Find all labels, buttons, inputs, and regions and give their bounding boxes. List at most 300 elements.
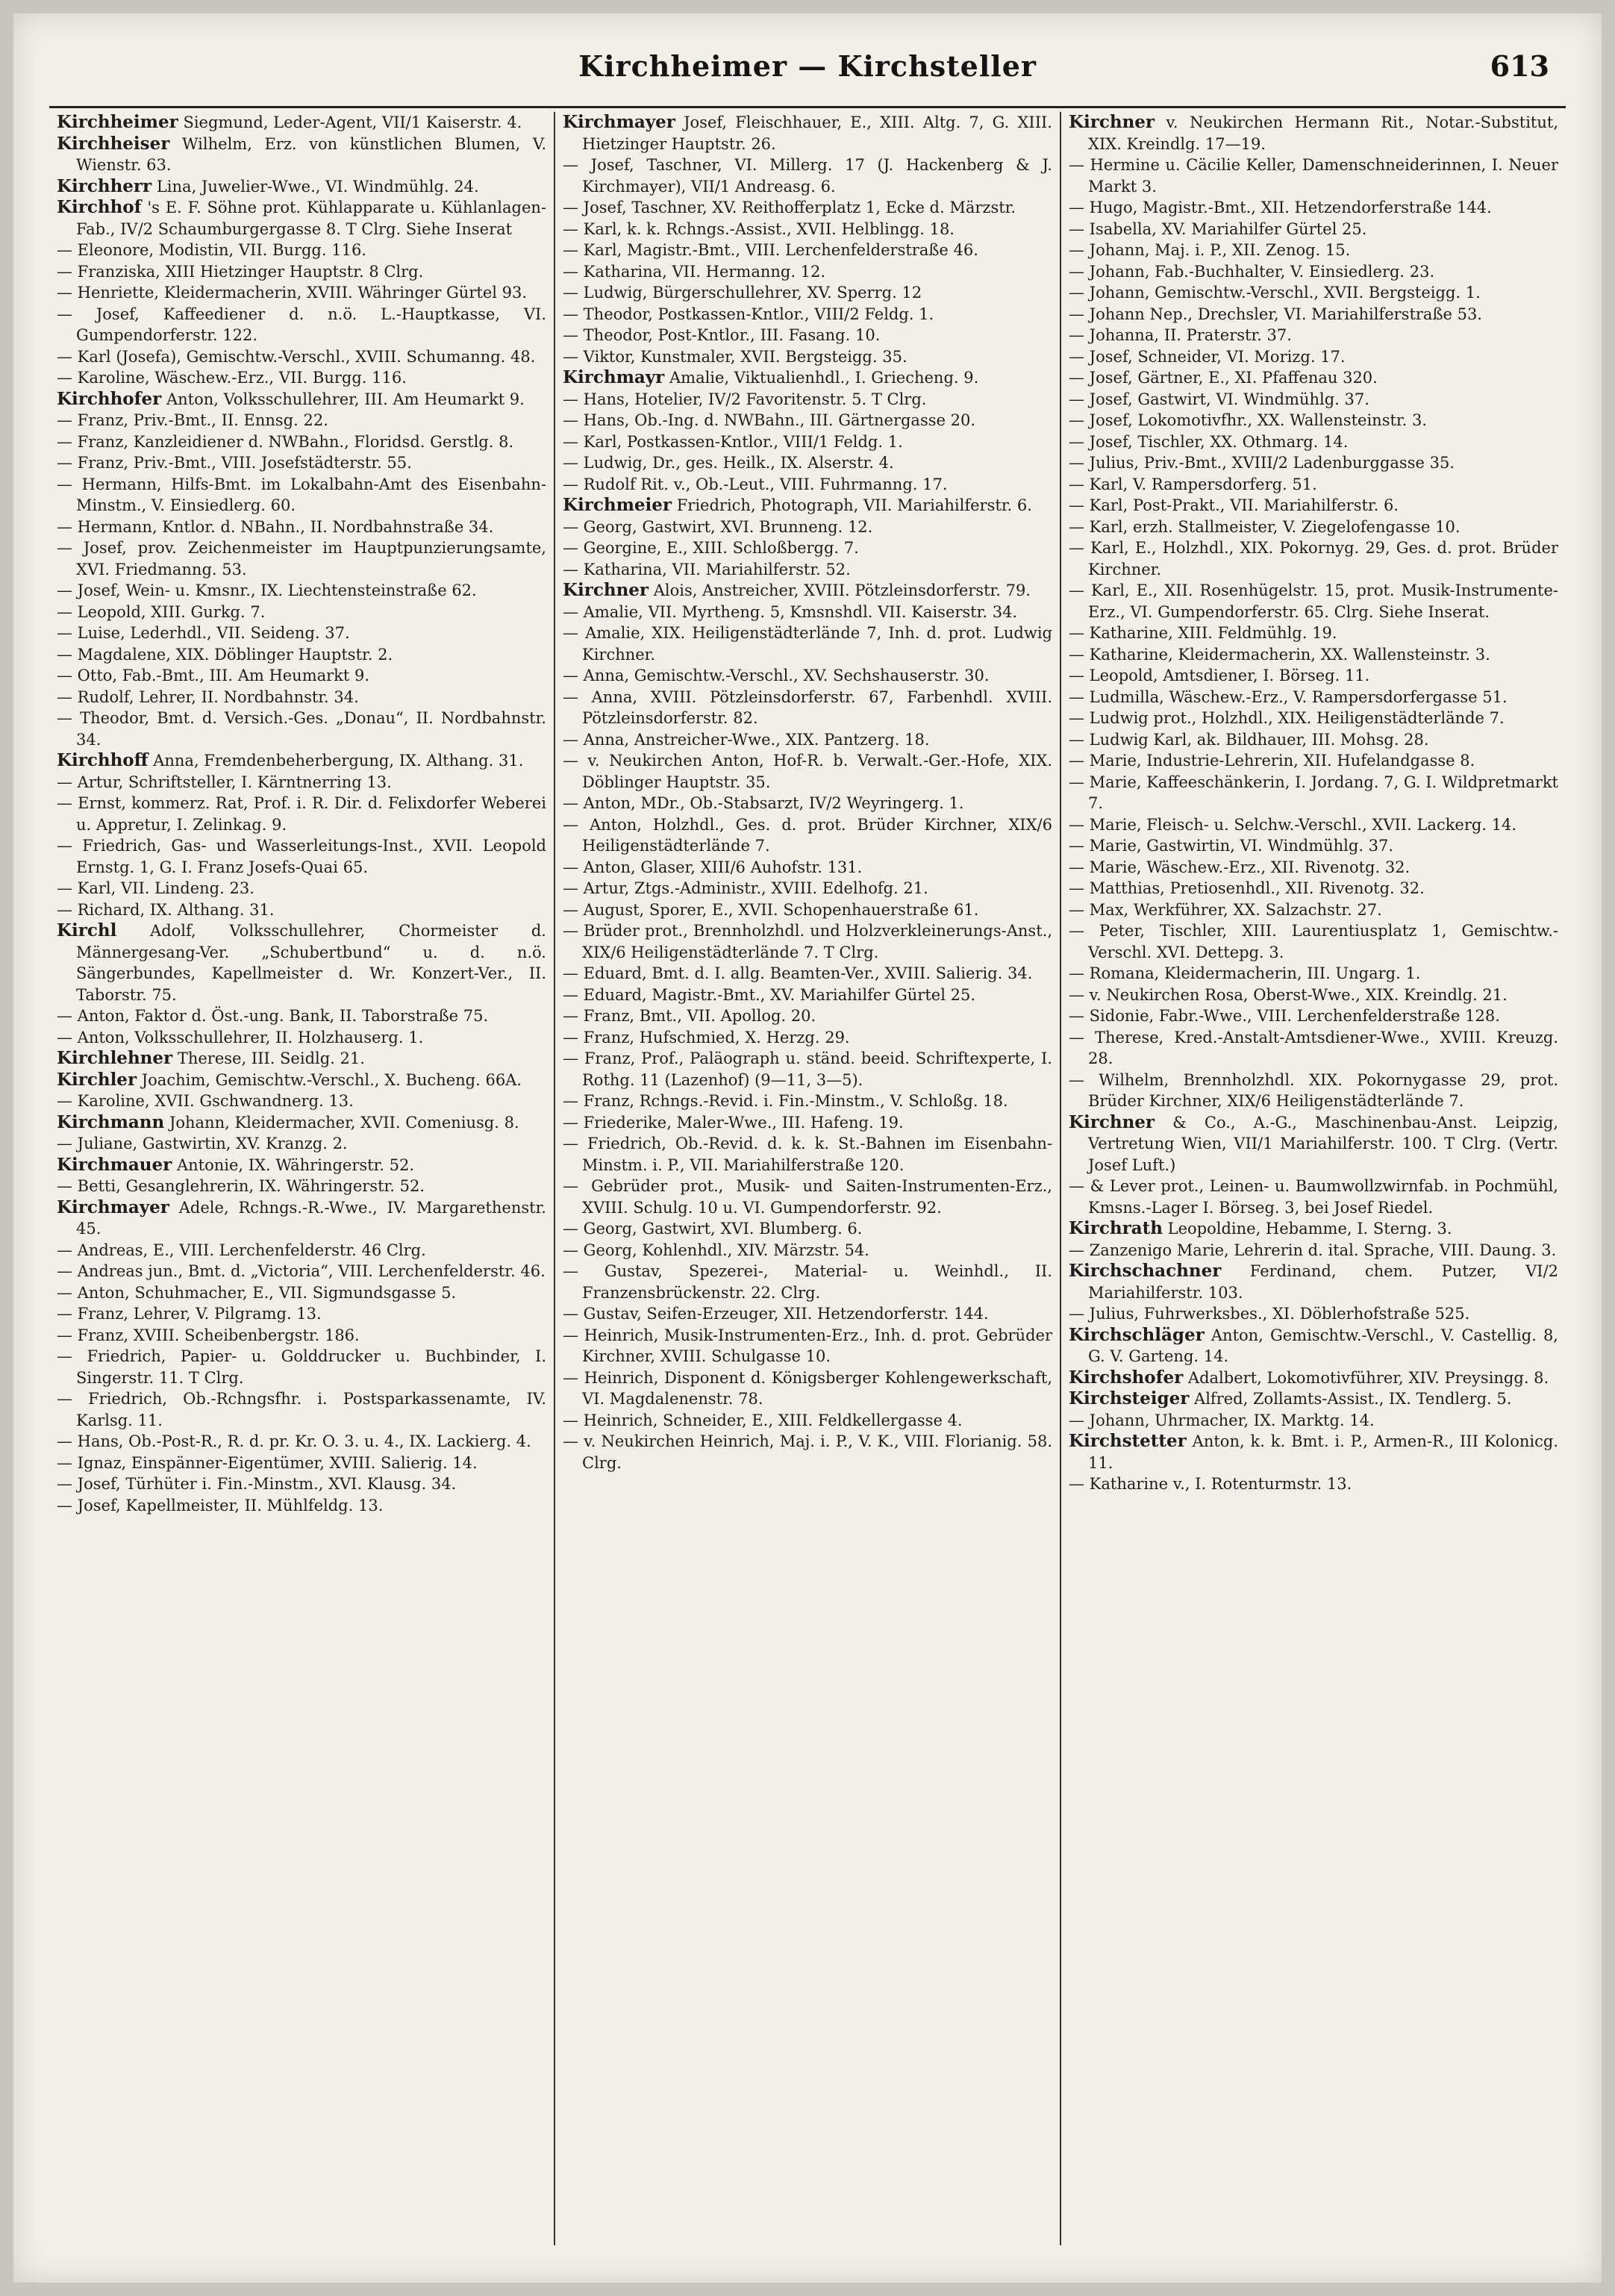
directory-entry xyxy=(1069,410,1558,431)
entry-details: — Therese, Kred.-Anstalt-Amtsdiener-Wwe., XVIII. Kreuzg. 28. xyxy=(1069,1028,1558,1067)
directory-entry xyxy=(563,431,1052,453)
directory-entry xyxy=(1069,112,1558,155)
directory-entry xyxy=(563,367,1052,389)
directory-entry xyxy=(1069,1325,1558,1367)
entry-details: & Co., A.-G., Maschinenbau-Anst. Leipzig, Vertretung Wien, VII/1 Mariahilferstr. 100. T Clrg. (Vertr. Josef Luft.) xyxy=(1088,1113,1558,1174)
entry-details: — Karoline, XVII. Gschwandnerg. 13. xyxy=(57,1092,354,1110)
directory-entry xyxy=(1069,985,1558,1006)
entry-details: — Hans, Ob.-Post-R., R. d. pr. Kr. O. 3. u. 4., IX. Lackierg. 4. xyxy=(57,1432,531,1450)
entry-details: — Ludmilla, Wäschew.-Erz., V. Rampersdorfergasse 51. xyxy=(1069,687,1508,706)
entry-surname: Kirchstetter xyxy=(1069,1431,1187,1451)
directory-entry xyxy=(57,1133,546,1155)
entry-details: — Georgine, E., XIII. Schloßbergg. 7. xyxy=(563,539,859,557)
directory-entry xyxy=(1069,367,1558,389)
directory-entry xyxy=(563,517,1052,538)
directory-entry xyxy=(563,1112,1052,1134)
directory-entry xyxy=(57,240,546,261)
directory-entry xyxy=(1069,580,1558,623)
directory-entry xyxy=(1069,219,1558,240)
directory-entry xyxy=(1069,899,1558,921)
directory-entry xyxy=(1069,1005,1558,1027)
directory-entry xyxy=(1069,1070,1558,1112)
directory-entry xyxy=(57,1388,546,1431)
entry-details: — Andreas jun., Bmt. d. „Victoria“, VIII. Lerchenfelderstr. 46. xyxy=(57,1262,546,1280)
entry-surname: Kirchsteiger xyxy=(1069,1388,1190,1409)
entry-details: — Franz, XVIII. Scheibenbergstr. 186. xyxy=(57,1326,360,1344)
entry-details: — Karl (Josefa), Gemischtw.-Verschl., XVIII. Schumanng. 48. xyxy=(57,347,536,366)
entry-surname: Kirchrath xyxy=(1069,1218,1163,1238)
entry-details: — Johann Nep., Drechsler, VI. Mariahilferstraße 53. xyxy=(1069,305,1482,323)
entry-details: — Ignaz, Einspänner-Eigentümer, XVIII. Salierig. 14. xyxy=(57,1453,478,1472)
directory-entry xyxy=(57,410,546,431)
entry-details: — Matthias, Pretiosenhdl., XII. Rivenotg. 32. xyxy=(1069,879,1425,897)
directory-entry xyxy=(563,1027,1052,1049)
directory-entry xyxy=(1069,1388,1558,1410)
directory-entry xyxy=(57,1112,546,1134)
directory-entry xyxy=(563,623,1052,665)
entry-surname: Kirchheimer xyxy=(57,112,178,132)
directory-entry xyxy=(57,772,546,793)
directory-entry xyxy=(1069,495,1558,517)
entry-details: — Theodor, Bmt. d. Versich.-Ges. „Donau“, II. Nordbahnstr. 34. xyxy=(57,709,546,749)
entry-details: — Henriette, Kleidermacherin, XVIII. Währinger Gürtel 93. xyxy=(57,284,528,302)
directory-entry xyxy=(563,537,1052,559)
directory-entry xyxy=(1069,261,1558,283)
entry-details: — Josef, Türhüter i. Fin.-Minstm., XVI. Klausg. 34. xyxy=(57,1475,457,1493)
header-rule xyxy=(49,106,1566,108)
entry-details: — Karl, Magistr.-Bmt., VIII. Lerchenfelderstraße 46. xyxy=(563,241,978,259)
directory-entry xyxy=(57,1261,546,1282)
directory-entry xyxy=(57,644,546,666)
entry-details: — Josef, Kaffeediener d. n.ö. L.-Hauptkasse, VI. Gumpendorferstr. 122. xyxy=(57,305,546,344)
entry-details: — Ernst, kommerz. Rat, Prof. i. R. Dir. d. Felixdorfer Weberei u. Appretur, I. Zelinkag. 9. xyxy=(57,794,546,834)
entry-details: 's E. F. Söhne prot. Kühlapparate u. Kühlanlagen-Fab., IV/2 Schaumburgergasse 8. T Clrg. Siehe Inserat xyxy=(76,199,546,238)
entry-details: — Rudolf Rit. v., Ob.-Leut., VIII. Fuhrmanng. 17. xyxy=(563,475,948,493)
entry-details: — Franz, Priv.-Bmt., VIII. Josefstädterstr. 55. xyxy=(57,454,412,472)
entry-details: — Katharine, XIII. Feldmühlg. 19. xyxy=(1069,624,1337,642)
entry-details: — Katharina, VII. Mariahilferstr. 52. xyxy=(563,560,851,578)
entry-details: Alfred, Zollamts-Assist., IX. Tendlerg. 5. xyxy=(1194,1390,1512,1408)
entry-details: Friedrich, Photograph, VII. Mariahilferstr. 6. xyxy=(676,496,1032,514)
directory-entry xyxy=(563,857,1052,879)
entry-details: — Brüder prot., Brennholzhdl. und Holzverkleinerungs-Anst., XIX/6 Heiligenstädterlände 7. T Clrg. xyxy=(563,922,1052,961)
directory-entry xyxy=(563,1261,1052,1303)
entry-details: — Artur, Schriftsteller, I. Kärntnerring 13. xyxy=(57,773,392,791)
entry-surname: Kirchlehner xyxy=(57,1048,173,1068)
directory-entry xyxy=(57,1070,546,1091)
entry-details: — Franz, Prof., Paläograph u. ständ. beeid. Schriftexperte, I. Rothg. 11 (Lazenhof) (9—11, 3—5). xyxy=(563,1049,1052,1089)
directory-entry xyxy=(57,1155,546,1176)
directory-entry xyxy=(1069,920,1558,963)
directory-entry xyxy=(1069,814,1558,836)
entry-details: — Anna, XVIII. Pötzleinsdorferstr. 67, Farbenhdl. XVIII. Pötzleinsdorferstr. 82. xyxy=(563,687,1052,727)
directory-entry xyxy=(1069,240,1558,261)
directory-entry xyxy=(57,1282,546,1304)
directory-entry xyxy=(57,112,546,134)
entry-details: Leopoldine, Hebamme, I. Sterng. 3. xyxy=(1167,1220,1452,1238)
directory-entry xyxy=(563,389,1052,411)
directory-entry xyxy=(563,1303,1052,1325)
directory-entry xyxy=(1069,1261,1558,1303)
directory-entry xyxy=(57,474,546,517)
entry-details: — Karl, k. k. Rchngs.-Assist., XVII. Helblingg. 18. xyxy=(563,219,955,238)
entry-details: — Leopold, XIII. Gurkg. 7. xyxy=(57,602,266,621)
entry-details: — Julius, Fuhrwerksbes., XI. Döblerhofstraße 525. xyxy=(1069,1305,1470,1323)
directory-entry xyxy=(563,1410,1052,1432)
page-number: 613 xyxy=(1490,49,1549,83)
entry-details: — Josef, Taschner, VI. Millerg. 17 (J. Hackenberg & J. Kirchmayer), VII/1 Andreasg. 6. xyxy=(563,156,1052,196)
entry-details: — Karl, Post-Prakt., VII. Mariahilferstr. 6. xyxy=(1069,496,1399,514)
directory-entry xyxy=(563,304,1052,325)
entry-details: — Friederike, Maler-Wwe., III. Hafeng. 19. xyxy=(563,1113,904,1132)
directory-entry xyxy=(563,197,1052,219)
entry-details: — Johanna, II. Praterstr. 37. xyxy=(1069,326,1292,344)
entry-details: — v. Neukirchen Heinrich, Maj. i. P., V. K., VIII. Florianig. 58. Clrg. xyxy=(563,1432,1052,1472)
entry-details: — Josef, Tischler, XX. Othmarg. 14. xyxy=(1069,432,1349,451)
directory-entry xyxy=(563,1091,1052,1112)
entry-details: — Viktor, Kunstmaler, XVII. Bergsteigg. 35. xyxy=(563,347,908,366)
entry-details: Josef, Fleischhauer, E., XIII. Altg. 7, G. XIII. Hietzinger Hauptstr. 26. xyxy=(582,113,1052,153)
entry-details: — Anton, Volksschullehrer, II. Holzhauserg. 1. xyxy=(57,1028,424,1046)
directory-entry xyxy=(563,793,1052,814)
directory-entry xyxy=(57,1048,546,1070)
entry-surname: Kirchmeier xyxy=(563,495,672,515)
directory-entry xyxy=(57,1091,546,1112)
entry-surname: Kirchhofer xyxy=(57,388,162,409)
entry-details: — Anton, Holzhdl., Ges. d. prot. Brüder Kirchner, XIX/6 Heiligenstädterlände 7. xyxy=(563,815,1052,855)
entry-details: Anton, Volksschullehrer, III. Am Heumarkt 9. xyxy=(166,390,525,408)
directory-entry xyxy=(1069,1176,1558,1218)
directory-entry xyxy=(1069,857,1558,879)
directory-entry xyxy=(57,389,546,411)
entry-details: — Karl, V. Rampersdorferg. 51. xyxy=(1069,475,1317,493)
directory-entry xyxy=(57,517,546,538)
directory-entry xyxy=(1069,1410,1558,1432)
entry-details: — Wilhelm, Brennholzhdl. XIX. Pokornygasse 29, prot. Brüder Kirchner, XIX/6 Heiligenstädterlände 7. xyxy=(1069,1070,1558,1110)
directory-entry xyxy=(57,878,546,899)
entry-details: — Otto, Fab.-Bmt., III. Am Heumarkt 9. xyxy=(57,667,370,684)
column-right xyxy=(1060,112,1566,2245)
directory-entry xyxy=(57,134,546,176)
entry-details: — Franz, Lehrer, V. Pilgramg. 13. xyxy=(57,1305,322,1323)
entry-details: — Luise, Lederhdl., VII. Seideng. 37. xyxy=(57,624,350,642)
directory-entry xyxy=(563,325,1052,346)
entry-details: — Juliane, Gastwirtin, XV. Kranzg. 2. xyxy=(57,1135,348,1152)
directory-entry xyxy=(563,282,1052,304)
directory-entry xyxy=(57,1303,546,1325)
directory-entry xyxy=(1069,474,1558,496)
entry-details: — Hermann, Kntlor. d. NBahn., II. Nordbahnstraße 34. xyxy=(57,517,494,536)
entry-details: — Eduard, Bmt. d. I. allg. Beamten-Ver., XVIII. Salierig. 34. xyxy=(563,964,1033,982)
directory-entry xyxy=(563,985,1052,1006)
directory-entry xyxy=(57,367,546,389)
entry-details: — Hermann, Hilfs-Bmt. im Lokalbahn-Amt des Eisenbahn-Minstm., V. Einsiedlerg. 60. xyxy=(57,475,546,514)
directory-entry xyxy=(1069,729,1558,751)
directory-entry xyxy=(563,495,1052,517)
entry-details: — Georg, Gastwirt, XVI. Blumberg. 6. xyxy=(563,1220,863,1238)
directory-entry xyxy=(563,1240,1052,1261)
directory-entry xyxy=(1069,750,1558,772)
entry-details: — Ludwig prot., Holzhdl., XIX. Heiligenstädterlände 7. xyxy=(1069,709,1505,727)
column-middle xyxy=(554,112,1060,2245)
entry-details: — Marie, Kaffeeschänkerin, I. Jordang. 7, G. I. Wildpretmarkt 7. xyxy=(1069,773,1558,812)
directory-entry xyxy=(1069,687,1558,708)
directory-entry xyxy=(563,750,1052,793)
directory-entry xyxy=(1069,517,1558,538)
directory-entry xyxy=(563,899,1052,921)
entry-details: — Josef, Taschner, XV. Reithofferplatz 1, Ecke d. Märzstr. xyxy=(563,199,1016,216)
directory-entry xyxy=(1069,389,1558,411)
page-header xyxy=(13,49,1602,94)
entry-surname: Kirchl xyxy=(57,920,117,940)
entry-details: — Johann, Gemischtw.-Verschl., XVII. Bergsteigg. 1. xyxy=(1069,284,1481,302)
entry-details: — Hermine u. Cäcilie Keller, Damenschneiderinnen, I. Neuer Markt 3. xyxy=(1069,156,1558,196)
directory-entry xyxy=(57,304,546,346)
entry-details: — Anton, Glaser, XIII/6 Auhofstr. 131. xyxy=(563,858,863,876)
entry-details: — Karoline, Wäschew.-Erz., VII. Burgg. 116. xyxy=(57,369,407,387)
directory-entry xyxy=(1069,537,1558,580)
directory-entry xyxy=(57,261,546,283)
directory-entry xyxy=(1069,304,1558,325)
entry-details: — Magdalene, XIX. Döblinger Hauptstr. 2. xyxy=(57,645,393,664)
entry-details: Anton, Gemischtw.-Verschl., V. Castellig. 8, G. V. Garteng. 14. xyxy=(1088,1326,1558,1365)
entry-details: — Marie, Fleisch- u. Selchw.-Verschl., XVII. Lackerg. 14. xyxy=(1069,815,1517,834)
entry-details: Anton, k. k. Bmt. i. P., Armen-R., III Koloniсg. 11. xyxy=(1088,1432,1558,1472)
directory-entry xyxy=(57,452,546,474)
entry-details: — Amalie, VII. Myrtheng. 5, Kmsnshdl. VII. Kaiserstr. 34. xyxy=(563,602,1018,621)
entry-details: — v. Neukirchen Anton, Hof-R. b. Verwalt.-Ger.-Hofe, XIX. Döblinger Hauptstr. 35. xyxy=(563,752,1052,791)
directory-entry xyxy=(563,729,1052,751)
directory-entry xyxy=(1069,708,1558,729)
directory-entry xyxy=(563,1048,1052,1091)
entry-surname: Kirchschläger xyxy=(1069,1324,1205,1345)
entry-details: — Heinrich, Schneider, E., XIII. Feldkellergasse 4. xyxy=(563,1411,963,1429)
entry-details: — Amalie, XIX. Heiligenstädterlände 7, Inh. d. prot. Ludwig Kirchner. xyxy=(563,624,1052,664)
entry-details: — Katharine, Kleidermacherin, XX. Wallensteinstr. 3. xyxy=(1069,645,1490,664)
entry-details: — Franziska, XIII Hietzinger Hauptstr. 8 Clrg. xyxy=(57,262,424,281)
entry-details: — Ludwig, Dr., ges. Heilk., IX. Alserstr. 4. xyxy=(563,454,894,472)
entry-details: — Anton, Faktor d. Öst.-ung. Bank, II. Taborstraße 75. xyxy=(57,1007,489,1025)
directory-entry xyxy=(57,1240,546,1261)
directory-entry xyxy=(1069,431,1558,453)
directory-columns xyxy=(49,112,1566,2245)
entry-details: — Franz, Kanzleidiener d. NWBahn., Floridsd. Gerstlg. 8. xyxy=(57,432,514,451)
directory-entry xyxy=(1069,1112,1558,1176)
entry-details: — Gustav, Spezerei-, Material- u. Weinhdl., II. Franzensbrückenstr. 22. Clrg. xyxy=(563,1262,1052,1302)
entry-details: Therese, III. Seidlg. 21. xyxy=(177,1049,365,1067)
directory-entry xyxy=(57,793,546,835)
entry-details: — Gustav, Seifen-Erzeuger, XII. Hetzendorferstr. 144. xyxy=(563,1305,989,1323)
entry-details: — Hugo, Magistr.-Bmt., XII. Hetzendorferstraße 144. xyxy=(1069,199,1492,216)
directory-entry xyxy=(563,240,1052,261)
directory-entry xyxy=(1069,1367,1558,1389)
entry-details: — Andreas, E., VIII. Lerchenfelderstr. 46 Clrg. xyxy=(57,1241,426,1259)
entry-details: Joachim, Gemischtw.-Verschl., X. Bucheng. 66A. xyxy=(141,1070,522,1089)
entry-details: — Marie, Industrie-Lehrerin, XII. Hufelandgasse 8. xyxy=(1069,752,1475,770)
directory-entry xyxy=(563,112,1052,155)
entry-details: — Karl, VII. Lindeng. 23. xyxy=(57,879,254,897)
column-left xyxy=(49,112,554,2245)
directory-entry xyxy=(563,602,1052,623)
entry-details: — Gebrüder prot., Musik- und Saiten-Instrumenten-Erz., XVIII. Schulg. 10 u. VI. Gumpendorferstr. 92. xyxy=(563,1177,1052,1217)
directory-entry xyxy=(57,346,546,368)
entry-details: — Franz, Hufschmied, X. Herzg. 29. xyxy=(563,1028,850,1046)
entry-details: — Karl, erzh. Stallmeister, V. Ziegelofengasse 10. xyxy=(1069,517,1461,536)
entry-details: — Josef, Wein- u. Kmsnr., IX. Liechtensteinstraße 62. xyxy=(57,581,477,599)
entry-details: — Artur, Ztgs.-Administr., XVIII. Edelhofg. 21. xyxy=(563,879,928,897)
entry-details: — Josef, Kapellmeister, II. Mühlfeldg. 13. xyxy=(57,1496,384,1514)
directory-entry xyxy=(563,1176,1052,1218)
directory-entry xyxy=(563,155,1052,197)
entry-details: — Friedrich, Ob.-Revid. d. k. k. St.-Bahnen im Eisenbahn-Minstm. i. P., VII. Mariahilferstraße 120. xyxy=(563,1135,1052,1174)
entry-details: — Johann, Fab.-Buchhalter, V. Einsiedlerg. 23. xyxy=(1069,262,1435,281)
directory-entry xyxy=(57,431,546,453)
entry-details: — Ludwig, Bürgerschullehrer, XV. Sperrg. 12 xyxy=(563,284,922,302)
entry-details: — Zanzenigo Marie, Lehrerin d. ital. Sprache, VIII. Daung. 3. xyxy=(1069,1241,1557,1259)
directory-entry xyxy=(1069,644,1558,666)
entry-details: v. Neukirchen Hermann Rit., Notar.-Substitut, XIX. Kreindlg. 17—19. xyxy=(1088,113,1559,153)
entry-details: Adalbert, Lokomotivführer, XIV. Preysingg. 8. xyxy=(1187,1368,1549,1387)
directory-entry xyxy=(1069,282,1558,304)
entry-details: — Anna, Anstreicher-Wwe., XIX. Pantzerg. 18. xyxy=(563,730,930,749)
entry-details: — Leopold, Amtsdiener, I. Börseg. 11. xyxy=(1069,667,1370,684)
directory-entry xyxy=(57,1453,546,1474)
entry-details: — Richard, IX. Althang. 31. xyxy=(57,900,275,919)
entry-details: — Josef, Gärtner, E., XI. Pfaffenau 320. xyxy=(1069,369,1378,387)
entry-surname: Kirchner xyxy=(563,580,649,600)
entry-details: Antonie, IX. Währingerstr. 52. xyxy=(176,1155,415,1174)
entry-details: — Rudolf, Lehrer, II. Nordbahnstr. 34. xyxy=(57,687,359,706)
entry-details: — Heinrich, Musik-Instrumenten-Erz., Inh. d. prot. Gebrüder Kirchner, XVIII. Schulgasse 10. xyxy=(563,1326,1052,1365)
directory-entry xyxy=(563,261,1052,283)
entry-details: — Anna, Gemischtw.-Verschl., XV. Sechshauserstr. 30. xyxy=(563,667,990,684)
entry-details: — Franz, Priv.-Bmt., II. Ennsg. 22. xyxy=(57,411,328,429)
entry-surname: Kirchhoff xyxy=(57,750,149,770)
entry-details: — Heinrich, Disponent d. Königsberger Kohlengewerkschaft, VI. Magdalenenstr. 78. xyxy=(563,1368,1052,1408)
directory-entry xyxy=(563,920,1052,963)
entry-details: Siegmund, Leder-Agent, VII/1 Kaiserstr. 4. xyxy=(183,113,522,131)
entry-surname: Kirchler xyxy=(57,1069,137,1090)
directory-entry xyxy=(1069,155,1558,197)
entry-details: — Josef, Schneider, VI. Morizg. 17. xyxy=(1069,347,1346,366)
entry-surname: Kirchheiser xyxy=(57,133,170,154)
entry-details: — August, Sporer, E., XVII. Schopenhauerstraße 61. xyxy=(563,900,979,919)
directory-entry xyxy=(563,410,1052,431)
directory-entry xyxy=(1069,878,1558,899)
entry-details: — Hans, Hotelier, IV/2 Favoritenstr. 5. T Clrg. xyxy=(563,390,927,408)
entry-details: — Marie, Gastwirtin, VI. Windmühlg. 37. xyxy=(1069,837,1394,855)
directory-entry xyxy=(1069,452,1558,474)
entry-details: — Marie, Wäschew.-Erz., XII. Rivenotg. 32. xyxy=(1069,858,1411,876)
directory-entry xyxy=(563,452,1052,474)
entry-details: — Josef, Gastwirt, VI. Windmühlg. 37. xyxy=(1069,390,1369,408)
entry-details: — Isabella, XV. Mariahilfer Gürtel 25. xyxy=(1069,219,1367,238)
entry-details: — Romana, Kleidermacherin, III. Ungarg. 1. xyxy=(1069,964,1421,982)
directory-entry xyxy=(563,1367,1052,1410)
entry-details: — Friedrich, Papier- u. Golddrucker u. Buchbinder, I. Singerstr. 11. T Clrg. xyxy=(57,1347,546,1387)
directory-entry xyxy=(57,750,546,772)
entry-details: — Sidonie, Fabr.-Wwe., VIII. Lerchenfelderstraße 128. xyxy=(1069,1007,1500,1025)
entry-surname: Kirchmauer xyxy=(57,1154,172,1175)
entry-surname: Kirchhof xyxy=(57,197,142,217)
entry-details: — v. Neukirchen Rosa, Oberst-Wwe., XIX. Kreindlg. 21. xyxy=(1069,985,1508,1004)
directory-entry xyxy=(563,1133,1052,1176)
directory-entry xyxy=(57,1005,546,1027)
entry-details: — Eleonore, Modistin, VII. Burgg. 116. xyxy=(57,241,366,259)
entry-details: — Anton, MDr., Ob.-Stabsarzt, IV/2 Weyringerg. 1. xyxy=(563,794,964,812)
page-title: Kirchheimer — Kirchsteller xyxy=(578,49,1037,83)
directory-entry xyxy=(57,1473,546,1495)
directory-entry xyxy=(563,559,1052,581)
entry-surname: Kirchmann xyxy=(57,1111,165,1132)
entry-details: Anna, Fremdenbeherbergung, IX. Althang. 31. xyxy=(153,752,524,770)
entry-details: — Betti, Gesanglehrerin, IX. Währingerstr. 52. xyxy=(57,1177,425,1195)
directory-entry xyxy=(1069,772,1558,814)
entry-details: — Theodor, Post-Kntlor., III. Fasang. 10. xyxy=(563,326,881,344)
directory-entry xyxy=(57,1027,546,1049)
entry-details: Johann, Kleidermacher, XVII. Comeniusg. 8. xyxy=(169,1113,519,1132)
directory-entry xyxy=(57,708,546,750)
entry-surname: Kirchmayer xyxy=(563,112,675,132)
directory-entry xyxy=(563,878,1052,899)
entry-details: — Franz, Bmt., VII. Apollog. 20. xyxy=(563,1007,816,1025)
directory-entry xyxy=(1069,1431,1558,1473)
directory-entry xyxy=(57,1431,546,1453)
entry-details: — Josef, prov. Zeichenmeister im Hauptpunzierungsamte, XVI. Friedmanng. 53. xyxy=(57,539,546,578)
directory-entry xyxy=(57,623,546,644)
directory-entry xyxy=(57,537,546,580)
directory-entry xyxy=(57,282,546,304)
entry-details: — Anton, Schuhmacher, E., VII. Sigmundsgasse 5. xyxy=(57,1283,457,1302)
entry-surname: Kirchner xyxy=(1069,1111,1155,1132)
directory-entry xyxy=(563,580,1052,602)
directory-entry xyxy=(563,665,1052,687)
entry-details: — Johann, Maj. i. P., XII. Zenog. 15. xyxy=(1069,241,1351,259)
directory-entry xyxy=(1069,1240,1558,1261)
directory-entry xyxy=(57,176,546,198)
entry-surname: Kirchherr xyxy=(57,175,152,196)
entry-details: — Katharina, VII. Hermanng. 12. xyxy=(563,262,826,281)
directory-entry xyxy=(57,899,546,921)
entry-details: — Katharine v., I. Rotenturmstr. 13. xyxy=(1069,1475,1352,1493)
entry-details: — Peter, Tischler, XIII. Laurentiusplatz 1, Gemischtw.-Verschl. XVI. Dettерg. 3. xyxy=(1069,922,1558,961)
entry-details: — Theodor, Postkassen-Kntlor., VIII/2 Feldg. 1. xyxy=(563,305,934,323)
entry-details: — Georg, Gastwirt, XVI. Brunneng. 12. xyxy=(563,517,873,536)
directory-entry xyxy=(57,687,546,708)
entry-details: — Friedrich, Gas- und Wasserleitungs-Inst., XVII. Leopold Ernstg. 1, G. I. Franz Josefs-Quai 65. xyxy=(57,837,546,876)
entry-details: Adolf, Volksschullehrer, Chormeister d. Männergesang-Ver. „Schubertbund“ u. d. n.ö. Sängerbundes, Kapellmeister d. Wr. Konzert-Ver., II. Taborstr. 75. xyxy=(76,922,546,1004)
directory-entry xyxy=(1069,1473,1558,1495)
entry-details: Alois, Anstreicher, XVIII. Pötzleinsdorferstr. 79. xyxy=(653,581,1031,599)
directory-entry xyxy=(563,814,1052,857)
entry-surname: Kirchschachner xyxy=(1069,1261,1222,1281)
directory-entry xyxy=(563,219,1052,240)
entry-surname: Kirchner xyxy=(1069,112,1155,132)
directory-entry xyxy=(563,1325,1052,1367)
directory-entry xyxy=(57,602,546,623)
entry-details: — Ludwig Karl, ak. Bildhauer, III. Mohsg. 28. xyxy=(1069,730,1429,749)
entry-surname: Kirchshofer xyxy=(1069,1367,1184,1388)
directory-entry xyxy=(1069,325,1558,346)
directory-entry xyxy=(563,1431,1052,1473)
directory-entry xyxy=(57,580,546,602)
directory-entry xyxy=(57,1346,546,1388)
entry-details: — Friedrich, Ob.-Rchngsfhr. i. Postsparkassenamte, IV. Karlsg. 11. xyxy=(57,1390,546,1429)
directory-entry xyxy=(563,963,1052,985)
directory-entry xyxy=(57,197,546,240)
entry-details: Amalie, Viktualienhdl., I. Griecheng. 9. xyxy=(669,369,979,387)
entry-details: — Karl, E., XII. Rosenhügelstr. 15, prot. Musik-Instrumente-Erz., VI. Gumpendorferstr. 65. Clrg. Siehe Inserat. xyxy=(1069,581,1558,621)
